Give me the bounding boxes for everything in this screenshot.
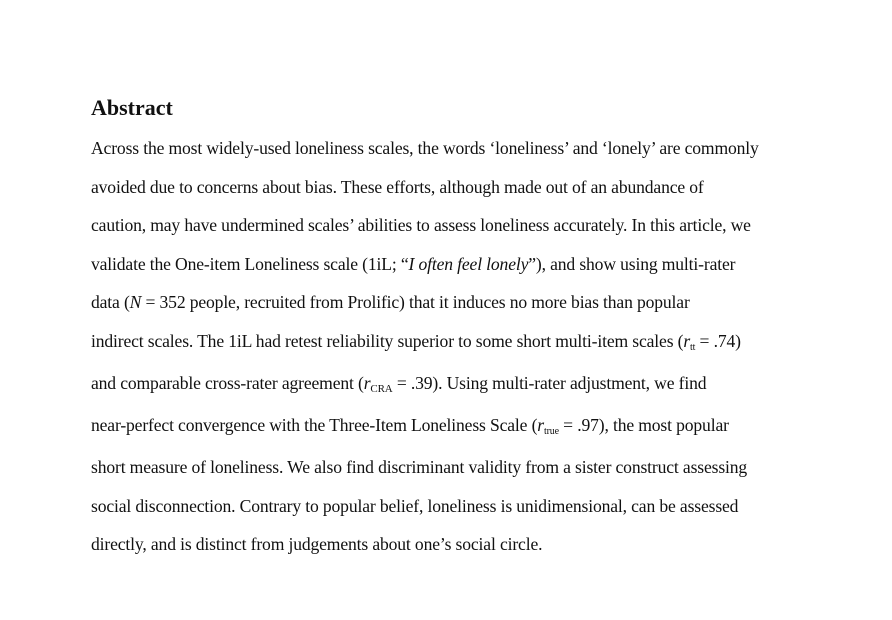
- abstract-line: [91, 283, 811, 322]
- abstract-line: [91, 129, 811, 168]
- abstract-line: [91, 206, 811, 245]
- stat-subscript: true: [543, 425, 559, 437]
- stat-symbol: r: [683, 330, 691, 351]
- abstract-line: [91, 245, 811, 284]
- stat-subscript: tt: [690, 341, 696, 353]
- stat-symbol: r: [537, 414, 544, 435]
- abstract-text: indirect scales. The 1iL had retest reliability superior to some short multi-item scales (: [91, 330, 684, 351]
- abstract-text: near-perfect convergence with the Three-Item Loneliness Scale (: [91, 414, 538, 435]
- abstract-text: avoided due to concerns about bias. These efforts, although made out of an abundance of: [91, 176, 704, 197]
- abstract-line: [91, 322, 811, 365]
- abstract-text: directly, and is distinct from judgements about one’s social circle.: [91, 534, 543, 554]
- abstract-text: data (: [91, 292, 130, 312]
- abstract-line: [91, 448, 811, 487]
- abstract-line: [91, 364, 811, 406]
- abstract-text: caution, may have undermined scales’ abilities to assess loneliness accurately. In this article, we: [91, 215, 751, 235]
- abstract-text: = .97), the most popular: [558, 414, 729, 435]
- abstract-line: [91, 168, 811, 207]
- abstract-text: short measure of loneliness. We also find discriminant validity from a sister construct assessing: [91, 457, 748, 477]
- sample-size-symbol: N: [129, 292, 142, 312]
- abstract-line: [91, 525, 811, 564]
- abstract-text: Across the most widely-used loneliness scales, the words ‘loneliness’ and ‘lonely’ are commonly: [91, 138, 759, 158]
- abstract-text: validate the One-item Loneliness scale (1iL; “: [91, 253, 409, 274]
- abstract-text: and comparable cross-rater agreement (: [91, 373, 364, 393]
- abstract-line: [91, 406, 811, 449]
- abstract-heading: Abstract: [91, 95, 173, 120]
- stat-symbol: r: [363, 373, 371, 393]
- item-quote: I often feel lonely: [408, 253, 529, 274]
- abstract-text: = .39). Using multi-rater adjustment, we find: [392, 373, 707, 393]
- abstract-text: = 352 people, recruited from Prolific) that it induces no more bias than popular: [141, 292, 690, 312]
- abstract-text: ”), and show using multi-rater: [528, 253, 736, 274]
- abstract-line: [91, 487, 811, 526]
- stat-subscript: CRA: [370, 383, 393, 395]
- abstract-text: social disconnection. Contrary to popular belief, loneliness is unidimensional, can be assessed: [91, 495, 739, 516]
- abstract-text: = .74): [695, 330, 741, 351]
- abstract-section: [91, 92, 811, 564]
